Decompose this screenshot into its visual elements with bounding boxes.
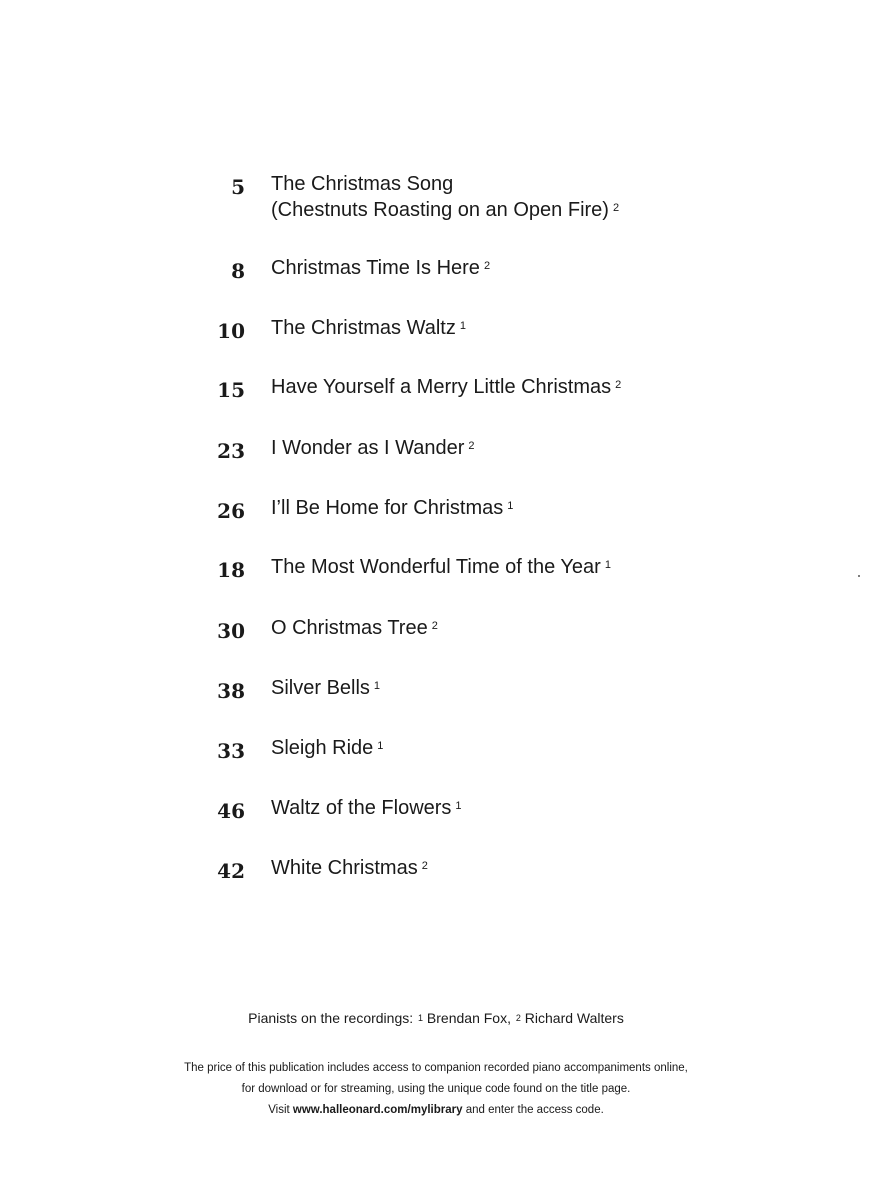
song-title: White Christmas $^2$	[271, 857, 428, 879]
toc-entry[interactable]	[0, 436, 872, 476]
song-title: Sleigh Ride $^1$	[271, 737, 384, 759]
toc-entry[interactable]	[0, 616, 872, 656]
pianist-footnote-marker: 2	[483, 260, 491, 272]
notice-line-2: for download or for streaming, using the unique code found on the title page.	[241, 1083, 631, 1095]
notice-line-1: The price of this publication includes access to companion recorded piano accompaniments online,	[184, 1062, 688, 1074]
page-number: 38	[217, 679, 245, 703]
song-title: Christmas Time Is Here $^2$	[271, 257, 491, 279]
pianist-footnote-marker: 1	[373, 680, 381, 692]
song-title: I Wonder as I Wander $^2$	[271, 437, 475, 459]
song-title: O Christmas Tree $^2$	[271, 617, 438, 639]
toc-entry[interactable]	[0, 796, 872, 836]
page-number: 10	[217, 319, 245, 343]
page-number: 30	[217, 619, 245, 643]
scan-speck	[858, 575, 860, 577]
pianist-footnote-marker: 2	[468, 440, 475, 452]
song-title: Have Yourself a Merry Little Christmas $^2$	[271, 376, 622, 398]
notice-line-3: Visit www.halleonard.com/mylibrary and enter the access code.	[268, 1104, 604, 1116]
toc-entry[interactable]	[0, 316, 872, 356]
page-number: 15	[217, 378, 245, 402]
access-notice	[0, 1058, 872, 1121]
toc-entry[interactable]	[0, 496, 872, 536]
song-title: The Most Wonderful Time of the Year $^1$	[271, 556, 611, 578]
toc-entry[interactable]	[0, 856, 872, 896]
footnote-marker-1: 1	[418, 1013, 424, 1023]
toc-entry[interactable]	[0, 375, 872, 415]
page-number: 42	[217, 859, 245, 883]
pianist-2: Richard Walters	[524, 1010, 624, 1026]
toc-entry[interactable]	[0, 676, 872, 716]
song-subtitle: (Chestnuts Roasting on an Open Fire) $^2$	[271, 199, 620, 221]
pianist-footnote-marker: 2	[421, 860, 428, 872]
song-title: The Christmas Song	[271, 173, 454, 195]
pianist-footnote-marker: 1	[455, 800, 462, 812]
pianist-footnote-marker: 1	[459, 320, 466, 332]
page-number: 33	[217, 739, 245, 763]
pianist-footnote-marker: 1	[604, 559, 611, 571]
pianist-1: Brendan Fox,	[426, 1010, 511, 1026]
pianist-footnote-marker: 2	[615, 379, 622, 391]
pianist-footnote-marker: 2	[431, 620, 438, 632]
page-number: 26	[217, 499, 245, 523]
song-title: Silver Bells $^1$	[271, 677, 381, 699]
pianist-footnote-marker: 2	[612, 202, 620, 214]
page-number: 18	[217, 558, 245, 582]
page-number: 23	[217, 439, 245, 463]
song-title: Waltz of the Flowers $^1$	[271, 797, 462, 819]
page-number: 46	[217, 799, 245, 823]
song-title: I’ll Be Home for Christmas $^1$	[271, 497, 514, 519]
footnote-marker-2: 2	[515, 1013, 521, 1023]
toc-entry[interactable]	[0, 172, 872, 221]
page-number: 5	[231, 175, 245, 199]
library-url-link[interactable]: www.halleonard.com/mylibrary	[292, 1104, 463, 1116]
song-title: The Christmas Waltz $^1$	[271, 317, 466, 339]
page-number: 8	[231, 259, 245, 283]
pianist-footnote-marker: 1	[507, 500, 514, 512]
toc-entry[interactable]	[0, 555, 872, 595]
pianist-footnote-marker: 1	[377, 740, 384, 752]
toc-entry[interactable]	[0, 736, 872, 776]
pianist-credits: Pianists on the recordings: $^1$ Brendan Fox, $^2$ Richard Walters	[248, 1010, 624, 1026]
toc-entry[interactable]	[0, 256, 872, 296]
